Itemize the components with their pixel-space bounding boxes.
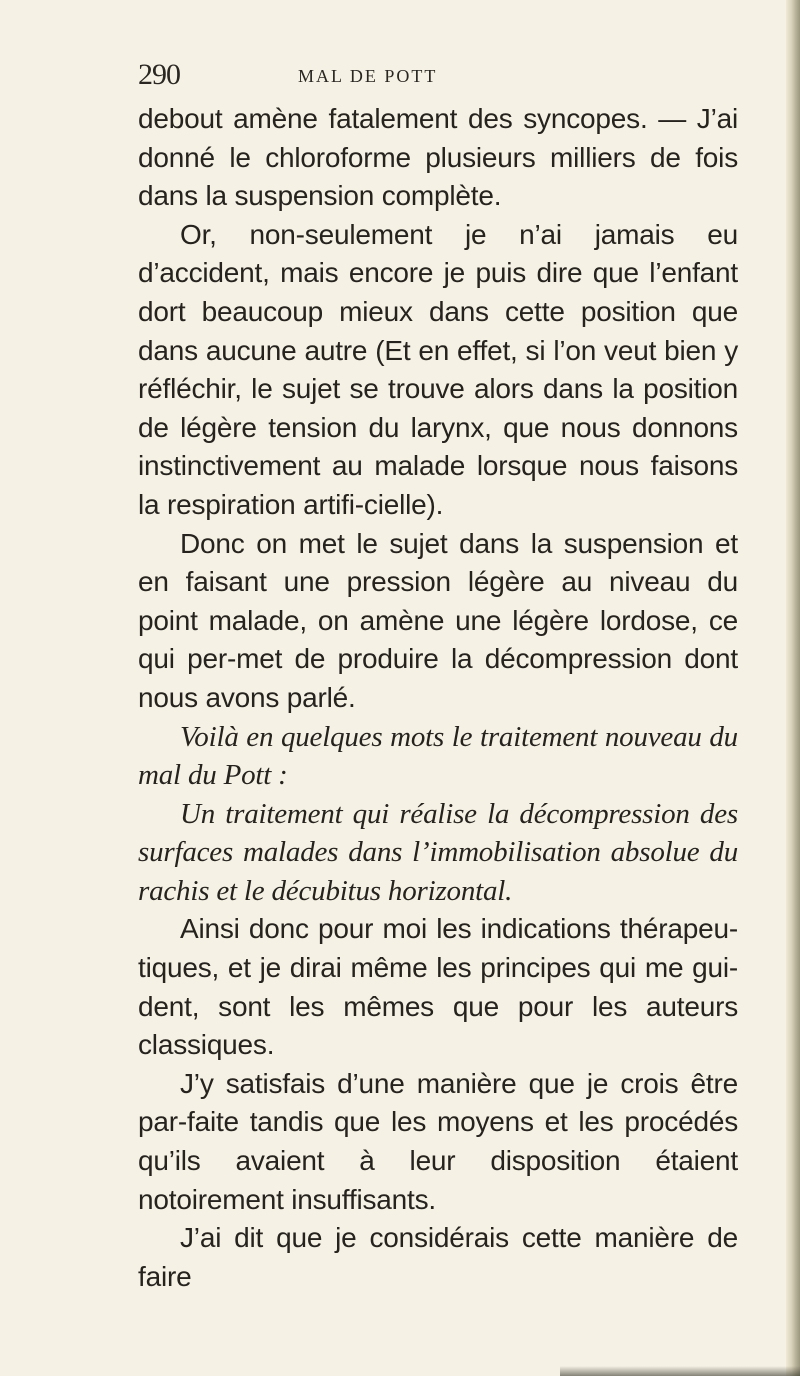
body-text (138, 100, 738, 1296)
bottom-edge-shadow (560, 1366, 800, 1376)
paragraph: Donc on met le sujet dans la suspension et en faisant une pression légère au niveau du point malade, on amène une légère lordose, ce qui per-met de produire la décompression dont nous avons parlé. (138, 527, 738, 713)
page-header (138, 58, 738, 92)
running-head: MAL DE POTT (298, 66, 438, 86)
page-edge-shadow (786, 0, 800, 1376)
italic-paragraph: Un traitement qui réalise la décompression des surfaces malades dans l’immobilisation absolue du rachis et le décubitus horizontal. (138, 797, 738, 907)
paragraph: J’y satisfais d’une manière que je crois être par-faite tandis que les moyens et les procédés qu’ils avaient à leur disposition étaient notoirement insuffisants. (138, 1067, 738, 1215)
paragraph: Ainsi donc pour moi les indications thérapeu-tiques, et je dirai même les principes qui me gui-dent, sont les mêmes que pour les auteurs classiques. (138, 913, 738, 1061)
italic-paragraph: Voilà en quelques mots le traitement nouveau du mal du Pott : (138, 720, 738, 792)
paragraph: debout amène fatalement des syncopes. — J’ai donné le chloroforme plusieurs milliers de fois dans la suspension complète. (138, 103, 738, 212)
paragraph: Or, non-seulement je n’ai jamais eu d’accident, mais encore je puis dire que l’enfant dort beaucoup mieux dans cette position que dans aucune autre (Et en effet, si l’on veut bien y réfléchir, le sujet se trouve alors dans la position de légère tension du larynx, que nous donnons instinctivement au malade lorsque nous faisons la respiration artifi-cielle). (138, 218, 738, 520)
page-number: 290 (138, 58, 180, 91)
paragraph: J’ai dit que je considérais cette manière de faire (138, 1222, 738, 1292)
